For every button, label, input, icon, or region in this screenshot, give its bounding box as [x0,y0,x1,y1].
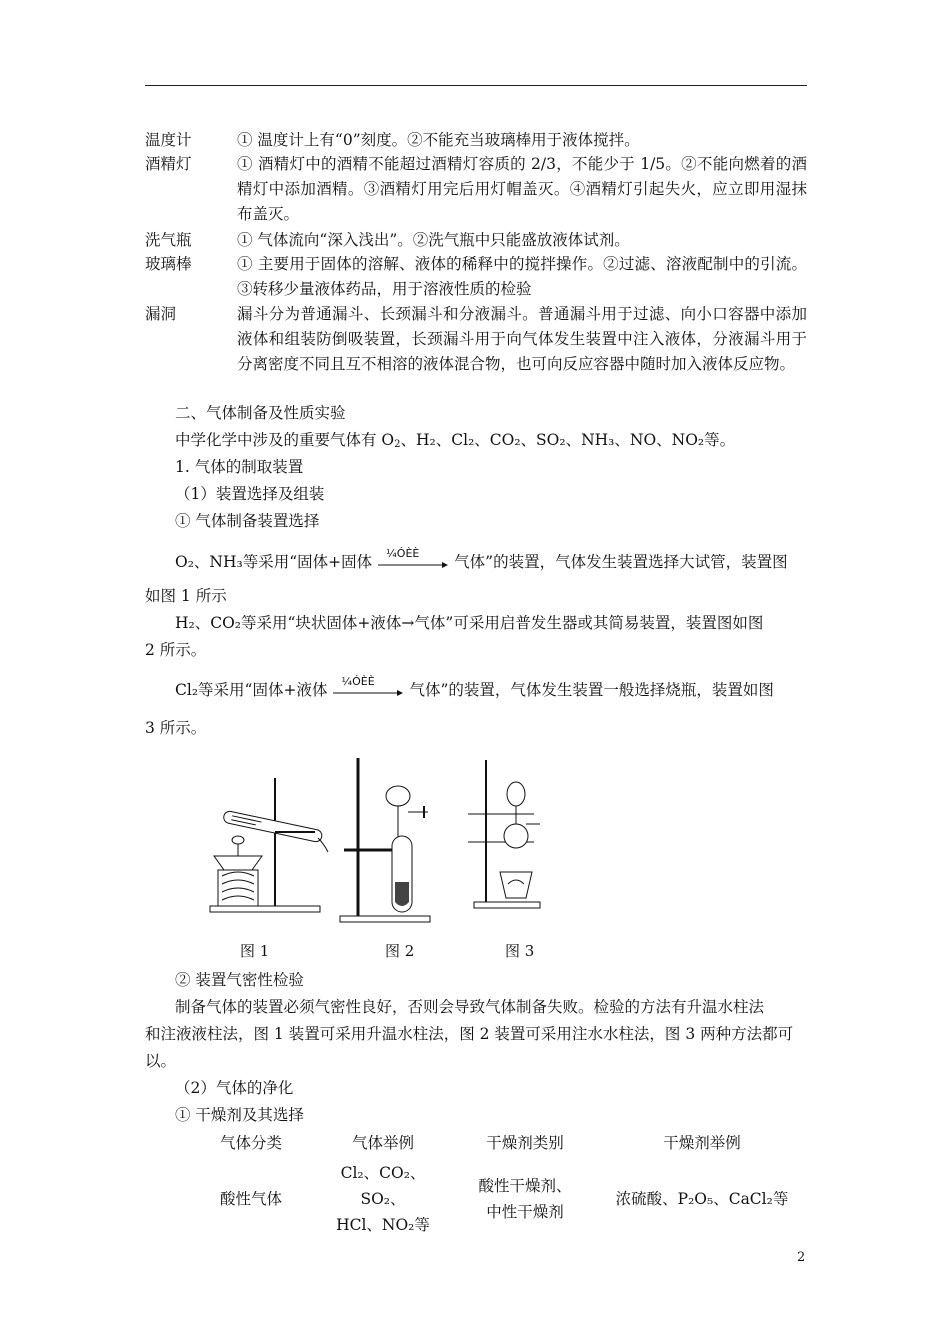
desc-glass-rod: ① 主要用于固体的溶解、液体的稀释中的搅拌操作。②过滤、溶液配制中的引流。③转移少量液体药品，用于溶液性质的检验 [237,255,807,298]
line-cl2-cont: 3 所示。 [145,719,207,737]
page-number: 2 [797,1250,806,1265]
header-desiccant-type: 干燥剂类别 [486,1134,564,1152]
airtightness-text-2: 和注液液柱法，图 1 装置可采用升温水柱法，图 2 装置可采用注水水柱法，图 3 两种方法都可 [145,1025,794,1043]
line-h2-co2: H₂、CO₂等采用“块状固体+液体→气体”可采用启普发生器或其简易装置，装置图如图 [175,614,764,632]
cell-desiccant-type: 酸性干燥剂、 中性干燥剂 [478,1177,572,1221]
desc-gas-washing-bottle: ① 气体流向“深入浅出”。②洗气瓶中只能盛放液体试剂。 [237,231,630,249]
subsection-1-2: （2）气体的净化 [175,1079,294,1097]
line-cl2: Cl₂等采用“固体+液体 ¼ÓÈÈ 气体”的装置，气体发生装置一般选择烧瓶，装置如图 [175,675,774,699]
line-h2-cont: 2 所示。 [145,641,207,659]
cell-gas-class: 酸性气体 [219,1190,282,1208]
airtightness-text-3: 以。 [145,1052,177,1070]
reaction-arrow: ¼ÓÈÈ [333,684,403,698]
term-alcohol-lamp: 酒精灯 [145,155,192,173]
term-glass-rod: 玻璃棒 [145,255,192,273]
figure-3-apparatus [462,752,552,912]
figure-2-caption: 图 2 [385,942,415,960]
table-row [185,1158,803,1240]
header-gas-example: 气体举例 [351,1134,414,1152]
table-header-row [185,1128,803,1158]
item-desiccants: ① 干燥剂及其选择 [175,1106,304,1124]
item-airtightness: ② 装置气密性检验 [175,971,304,989]
term-funnel: 漏洞 [145,305,177,323]
desc-thermometer: ① 温度计上有“0”刻度。②不能充当玻璃棒用于液体搅拌。 [237,131,640,149]
figure-2-apparatus [330,752,440,924]
term-gas-washing-bottle: 洗气瓶 [145,231,192,249]
desiccant-table [185,1128,803,1240]
figure-1-caption: 图 1 [240,942,270,960]
section-title: 二、气体制备及性质实验 [175,404,346,422]
term-thermometer: 温度计 [145,131,192,149]
header-rule [145,85,807,86]
line-o2-nh3: O₂、NH₃等采用“固体+固体 ¼ÓÈÈ 气体”的装置，气体发生装置选择大试管，装置图 [175,547,788,571]
header-desiccant-example: 干燥剂举例 [663,1134,741,1152]
subsection-1-1: （1）装置选择及组装 [175,485,325,503]
header-gas-class: 气体分类 [219,1134,282,1152]
desc-alcohol-lamp: ① 酒精灯中的酒精不能超过酒精灯容质的 2/3，不能少于 1/5。②不能向燃着的酒精灯中添加酒精。③酒精灯用完后用灯帽盖灭。④酒精灯引起失火，应立即用湿抹布盖灭。 [237,155,807,223]
cell-gas-example: Cl₂、CO₂、SO₂、 HCl、NO₂等 [336,1164,430,1234]
reaction-arrow: ¼ÓÈÈ [378,556,448,570]
figure-3-caption: 图 3 [505,942,535,960]
cell-desiccant-example: 浓硫酸、P₂O₅、CaCl₂等 [615,1190,789,1208]
gases-intro: 中学化学中涉及的重要气体有 $O_2$、H₂、Cl₂、CO₂、SO₂、NH₃、NO、NO₂等。 [175,431,736,450]
figure-1-apparatus [200,768,330,918]
line-o2-cont: 如图 1 所示 [145,587,227,605]
desc-funnel: 漏斗分为普通漏斗、长颈漏斗和分液漏斗。普通漏斗用于过滤、向小口容器中添加液体和组装防倒吸装置，长颈漏斗用于向气体发生装置中注入液体，分液漏斗用于分离密度不同且互不相溶的液体混合物，也可向反应容器中随时加入液体反应物。 [237,305,807,373]
item-device-selection: ① 气体制备装置选择 [175,512,320,530]
subsection-1: 1. 气体的制取装置 [175,458,304,476]
airtightness-text-1: 制备气体的装置必须气密性良好，否则会导致气体制备失败。检验的方法有升温水柱法 [175,998,765,1016]
